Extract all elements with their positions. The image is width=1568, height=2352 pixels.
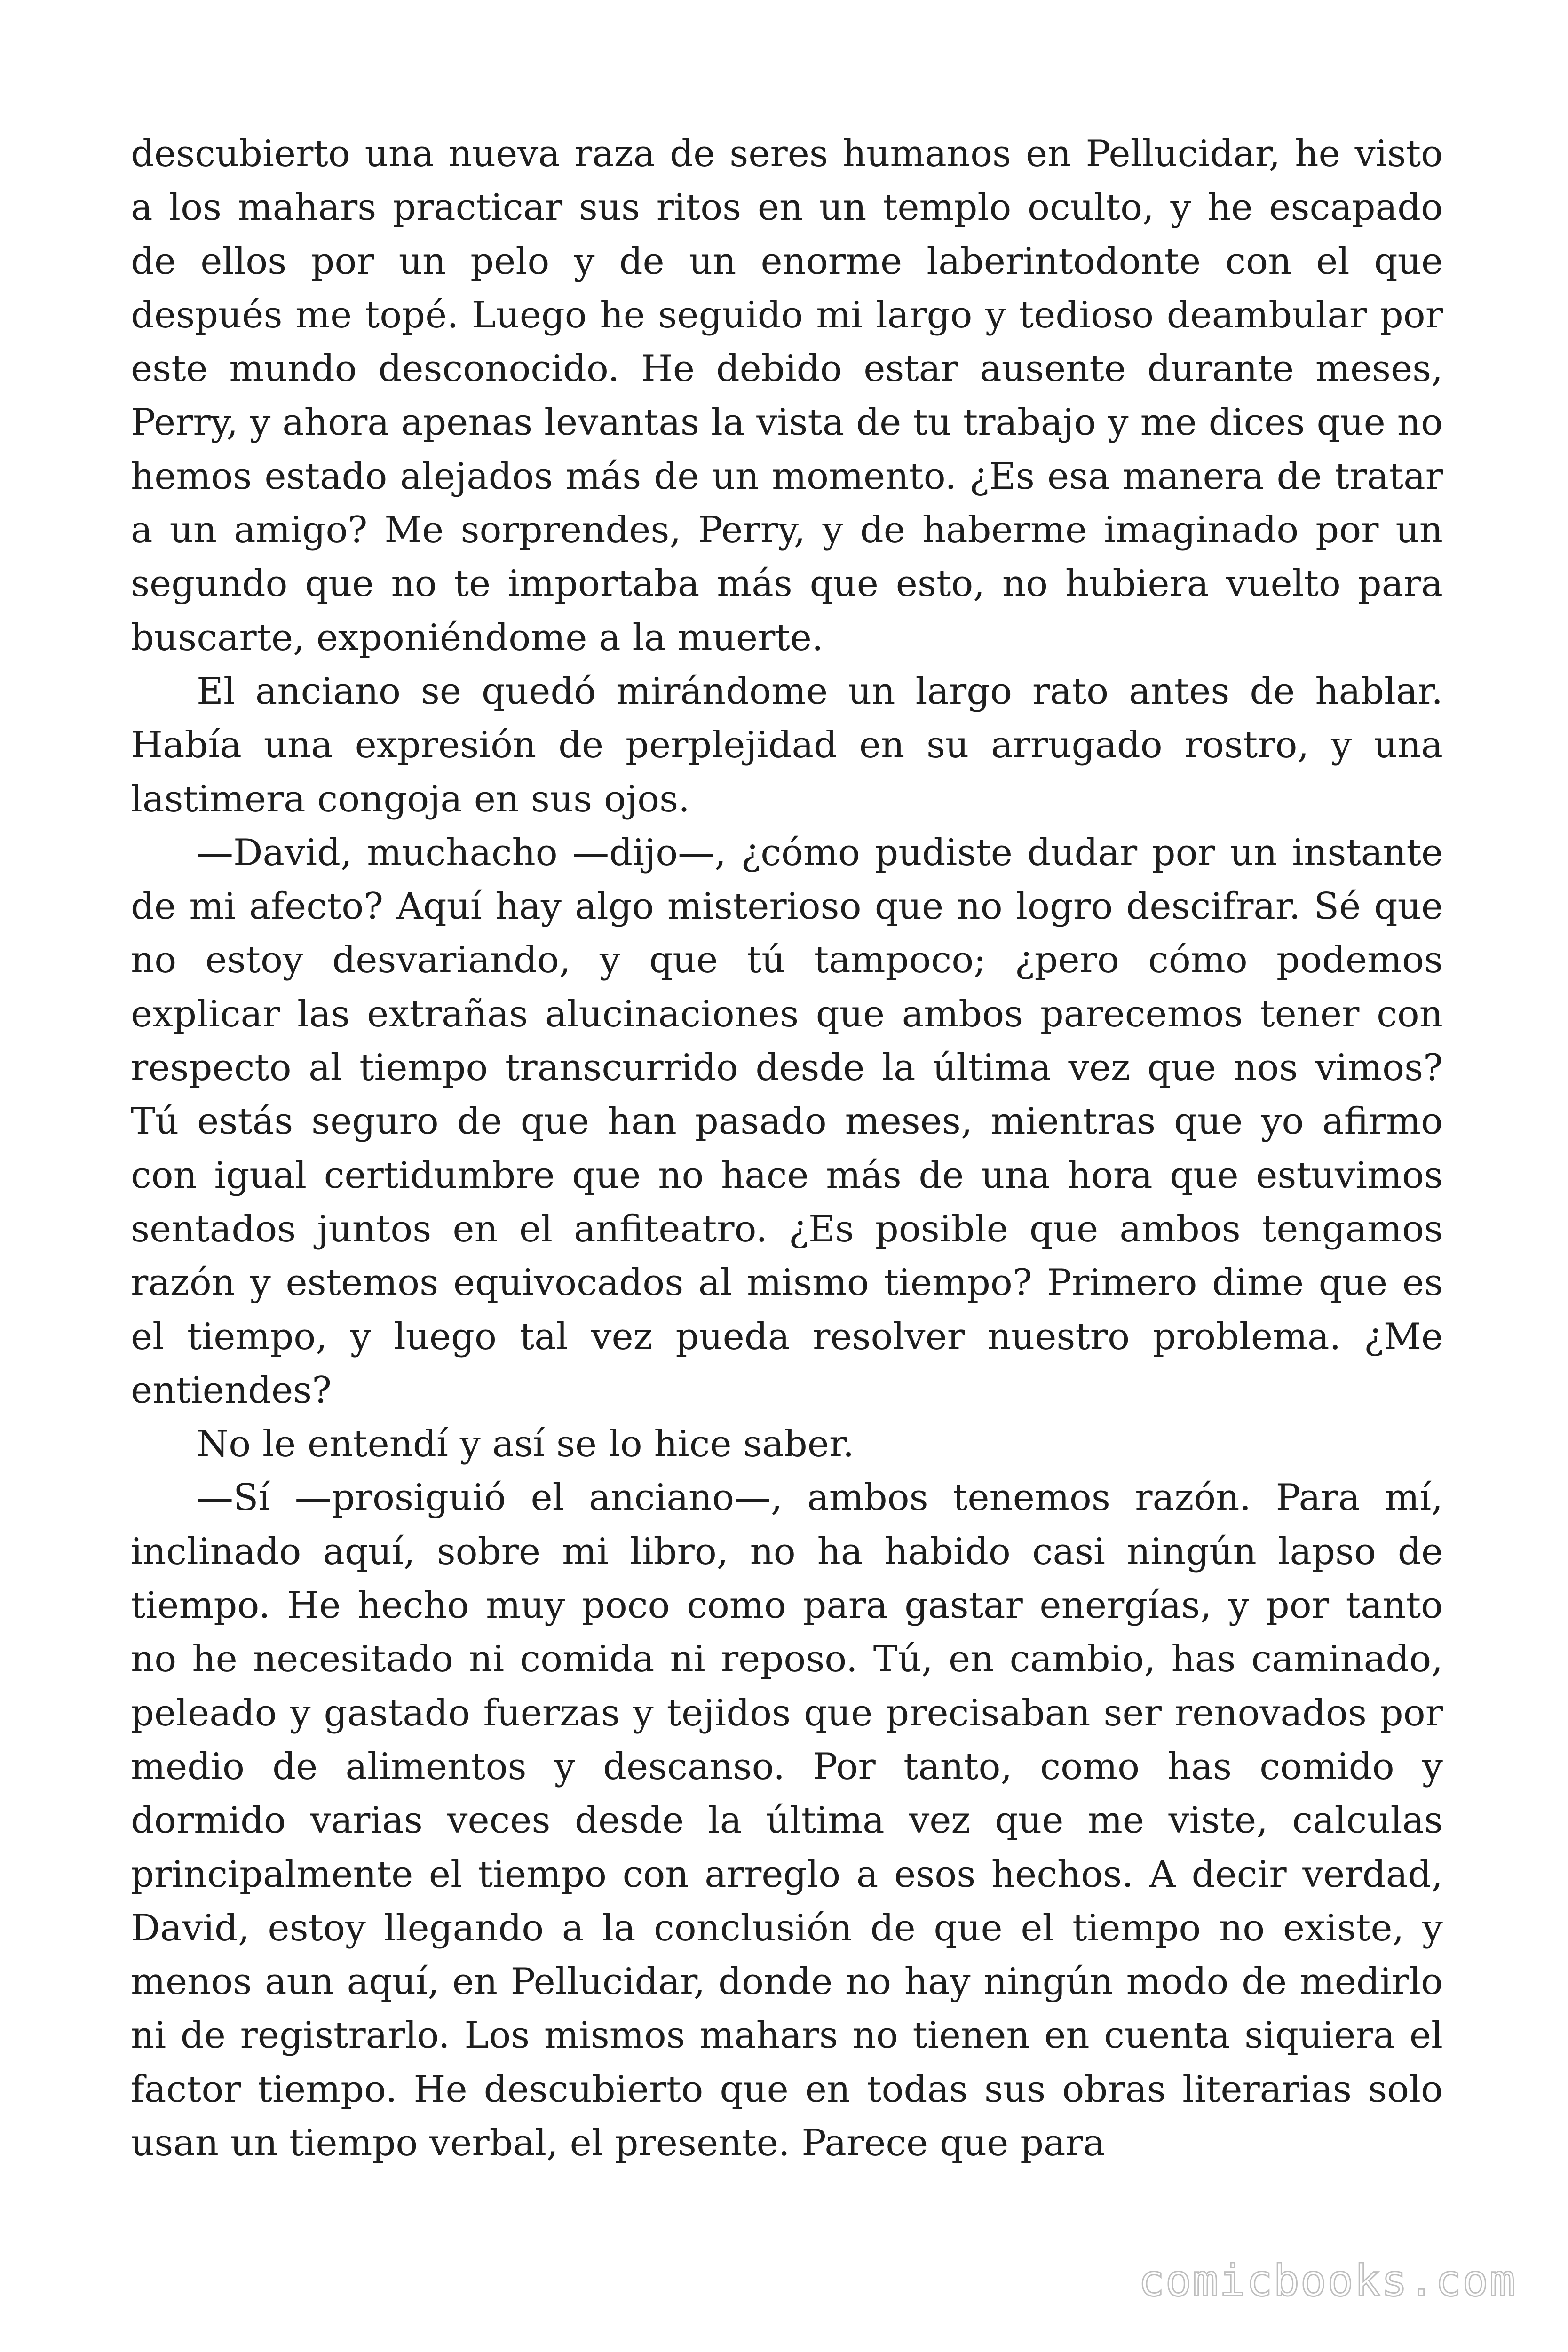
paragraph-3: —David, muchacho —dijo—, ¿cómo pudiste dudar por un instante de mi afecto? Aquí hay algo misterioso que no logro descifrar. Sé que no estoy desvariando, y que tú tampoco; ¿pero cómo podemos explicar las extrañas alucinaciones que ambos parecemos tener con respecto al tiempo transcurrido desde la última vez que nos vimos? Tú estás seguro de que han pasado meses, mientras que yo afirmo con igual certidumbre que no hace más de una hora que estuvimos sentados juntos en el anfiteatro. ¿Es posible que ambos tengamos razón y estemos equivocados al mismo tiempo? Primero dime que es el tiempo, y luego tal vez pueda resolver nuestro problema. ¿Me entiendes? xyxy=(131,831,1443,1412)
paragraph-1: descubierto una nueva raza de seres humanos en Pellucidar, he visto a los mahars practicar sus ritos en un templo oculto, y he escapado de ellos por un pelo y de un enorme laberintodonte con el que después me topé. Luego he seguido mi largo y tedioso deambular por este mundo desconocido. He debido estar ausente durante meses, Perry, y ahora apenas levantas la vista de tu trabajo y me dices que no hemos estado alejados más de un momento. ¿Es esa manera de tratar a un amigo? Me sorprendes, Perry, y de haberme imaginado por un segundo que no te importaba más que esto, no hubiera vuelto para buscarte, exponiéndome a la muerte. xyxy=(131,133,1443,659)
paragraph-2: El anciano se quedó mirándome un largo rato antes de hablar. Había una expresión de perplejidad en su arrugado rostro, y una lastimera congoja en sus ojos. xyxy=(131,670,1443,820)
body-text xyxy=(131,127,1443,2170)
watermark-logo: comicbooks.com xyxy=(1138,2256,1516,2306)
paragraph-4: No le entendí y así se lo hice saber. xyxy=(197,1423,855,1466)
paragraph-5: —Sí —prosiguió el anciano—, ambos tenemos razón. Para mí, inclinado aquí, sobre mi libro, no ha habido casi ningún lapso de tiempo. He hecho muy poco como para gastar energías, y por tanto no he necesitado ni comida ni reposo. Tú, en cambio, has caminado, peleado y gastado fuerzas y tejidos que precisaban ser renovados por medio de alimentos y descanso. Por tanto, como has comido y dormido varias veces desde la última vez que me viste, calculas principalmente el tiempo con arreglo a esos hechos. A decir verdad, David, estoy llegando a la conclusión de que el tiempo no existe, y menos aun aquí, en Pellucidar, donde no hay ningún modo de medirlo ni de registrarlo. Los mismos mahars no tienen en cuenta siquiera el factor tiempo. He descubierto que en todas sus obras literarias solo usan un tiempo verbal, el presente. Parece que para xyxy=(131,1477,1443,2164)
